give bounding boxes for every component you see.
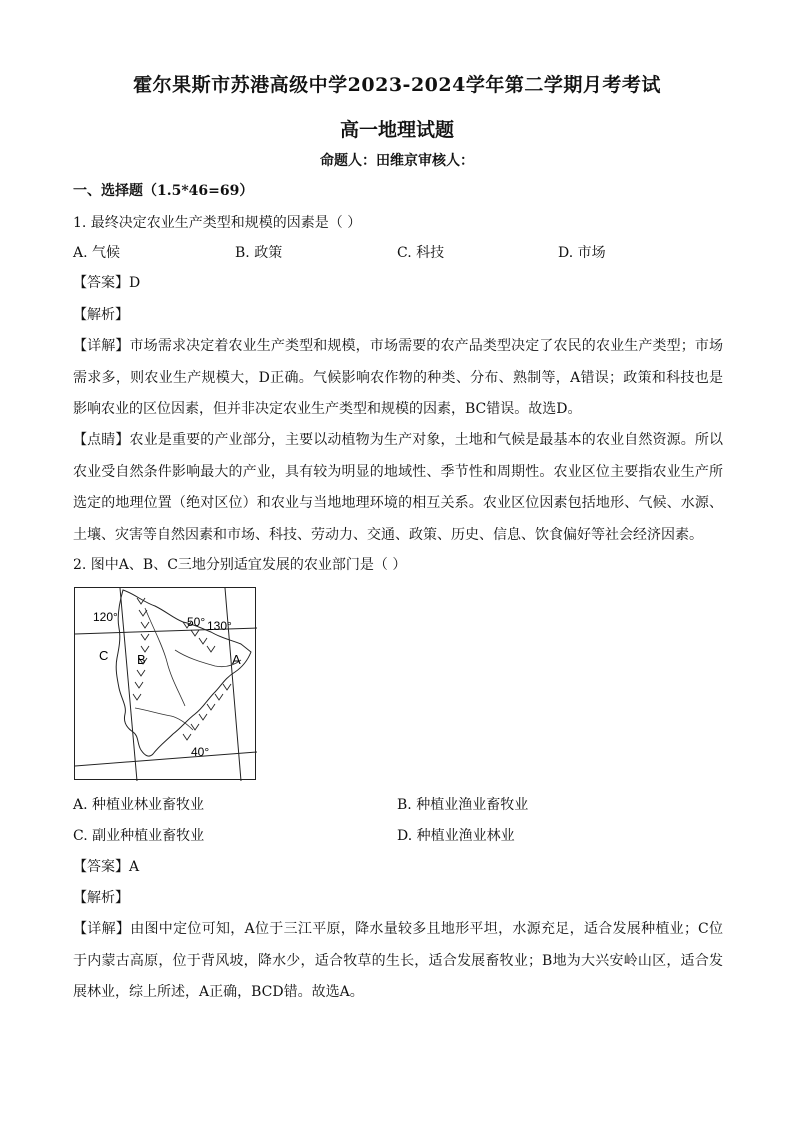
label-lat50: 50° xyxy=(187,615,206,629)
label-lon120: 120° xyxy=(93,610,118,624)
river-line xyxy=(145,608,185,706)
river-line xyxy=(135,708,193,730)
meridian-120-line xyxy=(120,588,137,781)
q1-answer-line xyxy=(73,273,140,293)
meridian-130-line xyxy=(225,588,241,781)
changbai-mountains xyxy=(183,684,231,740)
q2-detail-tag: 【详解】 xyxy=(73,921,131,937)
q2-option-a: A. 种植业林业畜牧业 xyxy=(73,797,205,813)
q2-analysis-tag: 【解析】 xyxy=(73,890,129,906)
q1-detail-text: 市场需求决定着农业生产类型和规模，市场需要的农产品类型决定了农民的农业生产类型；市场需求多，则农业生产规模大，D正确。气候影响农作物的种类、分布、熟制等，A错误；政策和科技也是影响农业的区位因素，但并非决定农业生产类型和规模的因素，BC错误。故选D。 xyxy=(73,338,724,417)
q1-option-a: A. 气候 xyxy=(73,245,121,261)
q1-point xyxy=(73,425,723,551)
q1-stem: 1. 最终决定农业生产类型和规模的因素是（ ） xyxy=(73,215,362,231)
q2-answer: A xyxy=(129,859,140,875)
q1-option-c: C. 科技 xyxy=(397,245,445,261)
q1-analysis-tag: 【解析】 xyxy=(73,307,129,323)
q2-option-b: B. 种植业渔业畜牧业 xyxy=(397,797,529,813)
q1-point-tag: 【点睛】 xyxy=(73,432,130,448)
q2-stem: 2. 图中A、B、C三地分别适宜发展的农业部门是（ ） xyxy=(73,557,407,573)
label-point-a: A xyxy=(232,652,241,667)
label-lat40: 40° xyxy=(191,745,210,759)
q1-option-b: B. 政策 xyxy=(235,245,283,261)
exam-title: 霍尔果斯市苏港高级中学2023-2024学年第二学期月考考试 xyxy=(133,74,661,96)
q2-answer-line xyxy=(73,857,139,877)
map-figure xyxy=(75,588,257,781)
q1-point-text: 农业是重要的产业部分，主要以动植物为生产对象，土地和气候是最基本的农业自然资源。所以农业受自然条件影响最大的产业，具有较为明显的地域性、季节性和周期性。农业区位主要指农业生产所选定的地理位置（绝对区位）和农业与当地地理环境的相互关系。农业区位因素包括地形、气候、水源、土壤、灾害等自然因素和市场、科技、劳动力、交通、政策、历史、信息、饮食偏好等社会经济因素。 xyxy=(73,432,724,543)
q2-detail-text: 由图中定位可知，A位于三江平原，降水量较多且地形平坦，水源充足，适合发展种植业；C位于内蒙古高原，位于背风坡，降水少，适合牧草的生长，适合发展畜牧业；B地为大兴安岭山区，适合发展林业，综上所述，A正确，BCD错。故选A。 xyxy=(73,921,723,1000)
q2-option-c: C. 副业种植业畜牧业 xyxy=(73,828,205,844)
label-point-c: C xyxy=(99,648,109,663)
greater-khingan-mountains xyxy=(133,598,149,700)
q1-answer-tag: 【答案】 xyxy=(73,275,129,291)
exam-authors: 命题人：田维京审核人： xyxy=(320,153,474,169)
q2-detail xyxy=(73,914,723,1009)
q1-detail xyxy=(73,331,723,426)
label-point-b: B xyxy=(137,652,146,667)
exam-subtitle: 高一地理试题 xyxy=(339,119,454,141)
parallel-40-line xyxy=(75,752,257,766)
q1-option-d: D. 市场 xyxy=(558,245,606,261)
q1-answer: D xyxy=(129,275,141,291)
region-boundary xyxy=(116,590,251,756)
label-lon130: 130° xyxy=(207,619,232,633)
northeast-china-map xyxy=(74,587,256,780)
q2-option-d: D. 种植业渔业林业 xyxy=(397,828,515,844)
q2-answer-tag: 【答案】 xyxy=(73,859,129,875)
section-heading: 一、选择题（1.5*46=69） xyxy=(73,183,254,199)
q1-detail-tag: 【详解】 xyxy=(73,338,130,354)
